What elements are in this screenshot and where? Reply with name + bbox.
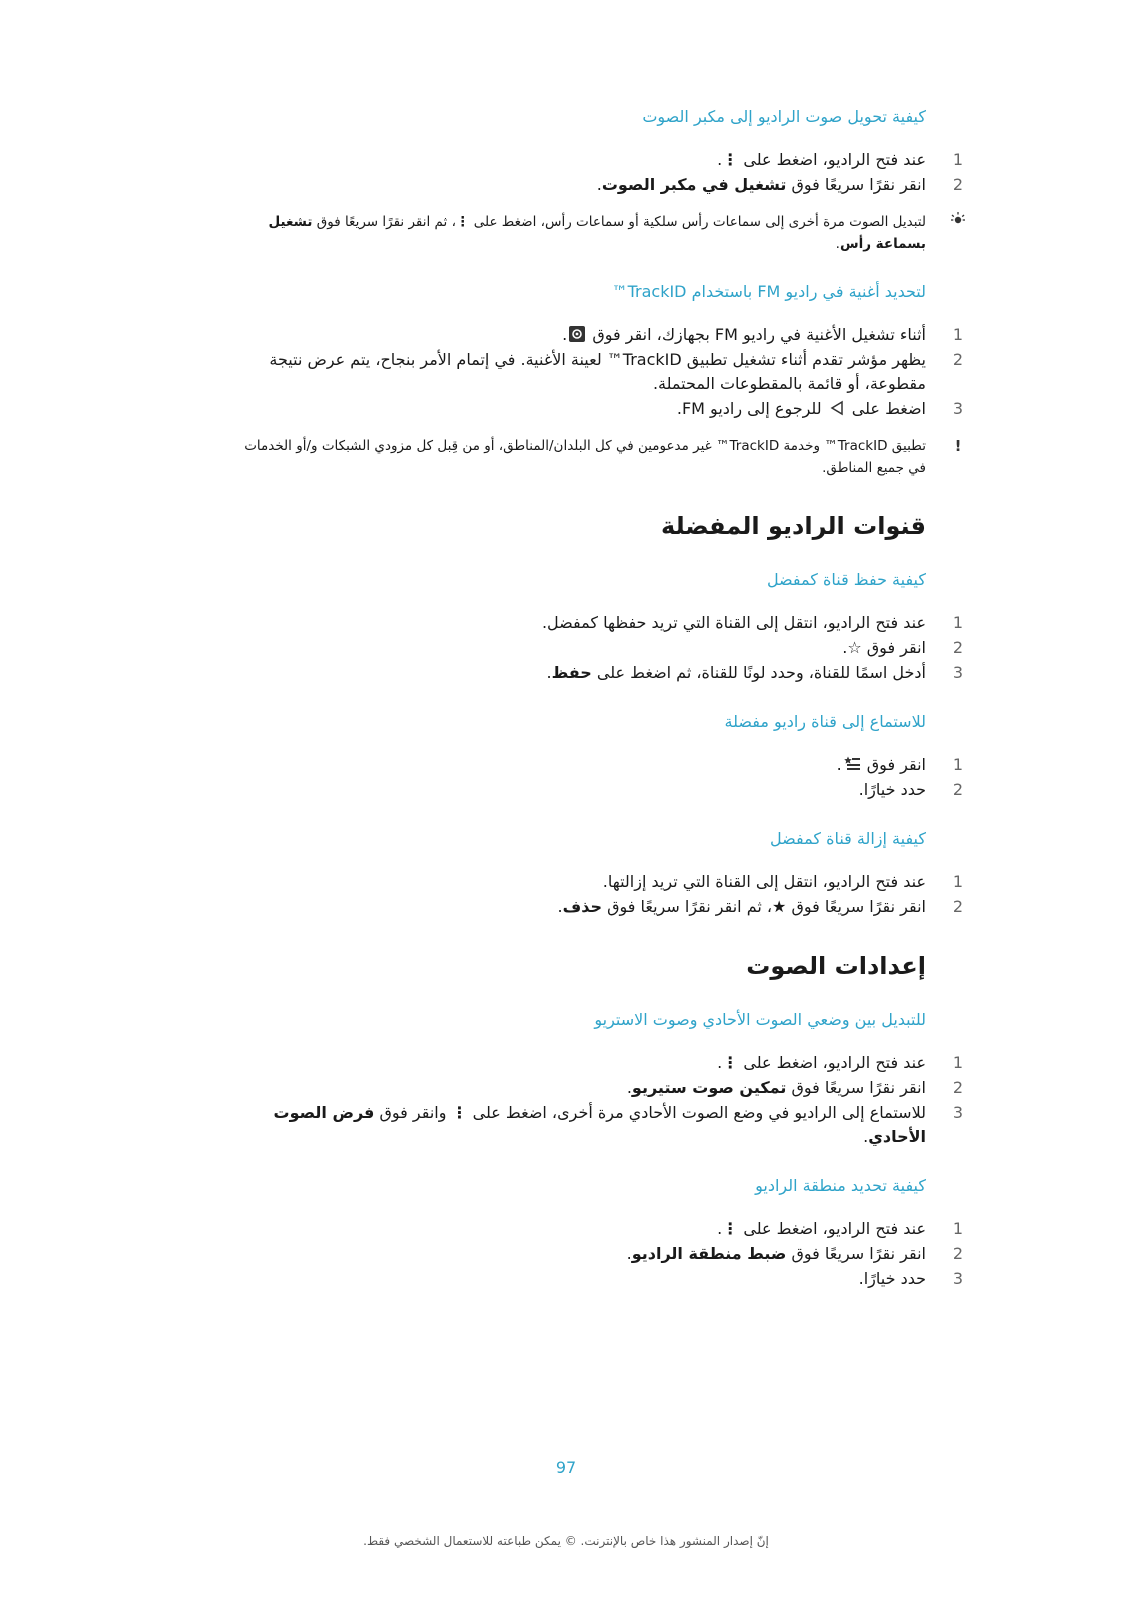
step-number: 3 xyxy=(952,1103,964,1122)
overflow-menu-icon: ⋮ xyxy=(455,214,470,230)
step: 1 عند فتح الراديو، اضغط على ⋮. xyxy=(236,148,926,172)
step-text: وانقر فوق xyxy=(379,1103,447,1122)
step: 2 انقر نقرًا سريعًا فوق ضبط منطقة الراديو. xyxy=(236,1242,926,1266)
overflow-menu-icon: ⋮ xyxy=(722,1219,739,1238)
step xyxy=(236,778,964,802)
page-number: 97 xyxy=(555,1458,577,1477)
overflow-menu-icon: ⋮ xyxy=(722,150,739,169)
steps-region xyxy=(236,1217,964,1291)
step-text: عند فتح الراديو، اضغط على xyxy=(743,1219,926,1238)
step: 3 للاستماع إلى الراديو في وضع الصوت الأحادي مرة أخرى، اضغط على ⋮ وانقر فوق فرض الصوت الأحادي. xyxy=(236,1101,926,1149)
step-text: عند فتح الراديو، اضغط على xyxy=(743,150,926,169)
steps-speaker xyxy=(236,148,964,197)
step-number: 2 xyxy=(952,350,964,369)
footer-note: إنّ إصدار المنشور هذا خاص بالإنترنت. © يمكن طباعته للاستعمال الشخصي فقط. xyxy=(363,1534,769,1548)
step-text: حدد خيارًا. xyxy=(858,1269,926,1288)
overflow-menu-icon: ⋮ xyxy=(451,1103,468,1122)
section-title-trackid: لتحديد أغنية في راديو FM باستخدام TrackID™ xyxy=(611,282,926,301)
step-bold-text: تشغيل في مكبر الصوت xyxy=(601,175,787,194)
step-number: 1 xyxy=(952,755,964,774)
step-number: 1 xyxy=(952,150,964,169)
section-title-mono-stereo: للتبديل بين وضعي الصوت الأحادي وصوت الاستريو xyxy=(594,1010,926,1029)
step-number: 1 xyxy=(952,872,964,891)
step-number: 2 xyxy=(952,897,964,916)
step-number: 2 xyxy=(952,780,964,799)
tip-note: لتبديل الصوت مرة أخرى إلى سماعات رأس سلكية أو سماعات رأس، اضغط على ⋮، ثم انقر نقرًا سريعًا فوق تشغيل بسماعة رأس. xyxy=(236,211,926,255)
step xyxy=(236,870,964,894)
step-text: ، ثم انقر نقرًا سريعًا فوق xyxy=(607,897,773,916)
step-text: للاستماع إلى الراديو في وضع الصوت الأحادي مرة أخرى، اضغط على xyxy=(472,1103,926,1122)
step: 2 انقر فوق ☆. xyxy=(236,636,926,660)
step-number: 3 xyxy=(952,399,964,418)
exclamation-icon: ! xyxy=(954,437,962,455)
step-text: انقر فوق xyxy=(866,755,926,774)
trackid-icon xyxy=(569,325,585,341)
step: 1 عند فتح الراديو، اضغط على ⋮. xyxy=(236,1217,926,1241)
heading-favorites: قنوات الراديو المفضلة xyxy=(661,512,926,540)
step-text: عند فتح الراديو، اضغط على xyxy=(743,1053,926,1072)
step: 3 أدخل اسمًا للقناة، وحدد لونًا للقناة، ثم اضغط على حفظ. xyxy=(236,661,926,685)
warning-note xyxy=(236,435,962,479)
star-filled-icon: ★ xyxy=(772,897,787,916)
step-number: 3 xyxy=(952,1269,964,1288)
step: 1 انقر فوق . xyxy=(236,753,926,777)
step-text: اضغط على xyxy=(851,399,926,418)
step-text: يظهر مؤشر تقدم أثناء تشغيل تطبيق TrackID™ لعينة الأغنية. في إتمام الأمر بنجاح، يتم عرض نتيجة مقطوعة، أو قائمة بالمقطوعات المحتملة. xyxy=(269,350,926,393)
step: 2 انقر نقرًا سريعًا فوق ★، ثم انقر نقرًا سريعًا فوق حذف. xyxy=(236,895,926,919)
step-bold-text: فرض الصوت الأحادي xyxy=(273,1103,926,1146)
step-number: 1 xyxy=(952,1219,964,1238)
page-content xyxy=(236,106,964,1292)
steps-remove-favorite xyxy=(236,870,964,919)
step-number: 1 xyxy=(952,1053,964,1072)
steps-listen-favorite xyxy=(236,753,964,802)
note-bold-text: تشغيل بسماعة رأس xyxy=(268,214,926,252)
step-text: للرجوع إلى راديو FM. xyxy=(676,399,822,418)
step-text: انقر نقرًا سريعًا فوق xyxy=(791,897,926,916)
step: 2 انقر نقرًا سريعًا فوق تمكين صوت ستيريو. xyxy=(236,1076,926,1100)
step xyxy=(236,348,964,396)
section-title-listen-favorite: للاستماع إلى قناة راديو مفضلة xyxy=(724,712,926,731)
step: 1 أثناء تشغيل الأغنية في راديو FM بجهازك، انقر فوق . xyxy=(236,323,926,347)
step-text: انقر نقرًا سريعًا فوق xyxy=(791,1078,926,1097)
step-bold-text: حذف xyxy=(562,897,602,916)
star-outline-icon: ☆ xyxy=(847,638,862,657)
step-number: 2 xyxy=(952,1078,964,1097)
steps-mono-stereo xyxy=(236,1051,964,1149)
note-text: لتبديل الصوت مرة أخرى إلى سماعات رأس سلكية أو سماعات رأس، اضغط على xyxy=(473,214,926,230)
step xyxy=(236,397,964,421)
back-icon xyxy=(829,399,845,415)
step-number: 2 xyxy=(952,175,964,194)
overflow-menu-icon: ⋮ xyxy=(722,1053,739,1072)
step-number: 3 xyxy=(952,663,964,682)
step-number: 1 xyxy=(952,325,964,344)
step-bold-text: ضبط منطقة الراديو xyxy=(631,1244,787,1263)
step xyxy=(236,1267,964,1291)
step xyxy=(236,611,964,635)
step-text: انقر نقرًا سريعًا فوق xyxy=(791,1244,926,1263)
heading-sound-settings: إعدادات الصوت xyxy=(746,952,926,980)
favorites-list-icon xyxy=(844,755,860,771)
note-text: ثم انقر نقرًا سريعًا فوق xyxy=(316,214,448,230)
note-text: تطبيق TrackID™ وخدمة TrackID™ غير مدعومين في كل البلدان/المناطق، أو من قِبل كل مزودي الشبكات و/أو الخدمات في جميع المناطق. xyxy=(244,438,926,476)
step-bold-text: تمكين صوت ستيريو xyxy=(631,1078,787,1097)
section-title-speaker: كيفية تحويل صوت الراديو إلى مكبر الصوت xyxy=(642,107,926,126)
steps-save-favorite xyxy=(236,611,964,685)
step: 1 عند فتح الراديو، اضغط على ⋮. xyxy=(236,1051,926,1075)
step: 2 انقر نقرًا سريعًا فوق تشغيل في مكبر الصوت. xyxy=(236,173,926,197)
step-text: عند فتح الراديو، انتقل إلى القناة التي تريد حفظها كمفضل. xyxy=(541,613,926,632)
step-number: 2 xyxy=(952,638,964,657)
step-text: انقر نقرًا سريعًا فوق xyxy=(791,175,926,194)
step-text: أدخل اسمًا للقناة، وحدد لونًا للقناة، ثم اضغط على xyxy=(596,663,926,682)
section-title-region: كيفية تحديد منطقة الراديو xyxy=(755,1176,926,1195)
step-text: أثناء تشغيل الأغنية في راديو FM بجهازك، انقر فوق xyxy=(592,325,926,344)
steps-trackid xyxy=(236,323,964,421)
lightbulb-icon xyxy=(948,211,968,233)
step-text: عند فتح الراديو، انتقل إلى القناة التي تريد إزالتها. xyxy=(602,872,926,891)
step-text: حدد خيارًا. xyxy=(858,780,926,799)
step-text: انقر فوق xyxy=(866,638,926,657)
step-bold-text: حفظ xyxy=(551,663,592,682)
section-title-save-favorite: كيفية حفظ قناة كمفضل xyxy=(766,570,926,589)
step-number: 1 xyxy=(952,613,964,632)
step-number: 2 xyxy=(952,1244,964,1263)
section-title-remove-favorite: كيفية إزالة قناة كمفضل xyxy=(770,829,926,848)
